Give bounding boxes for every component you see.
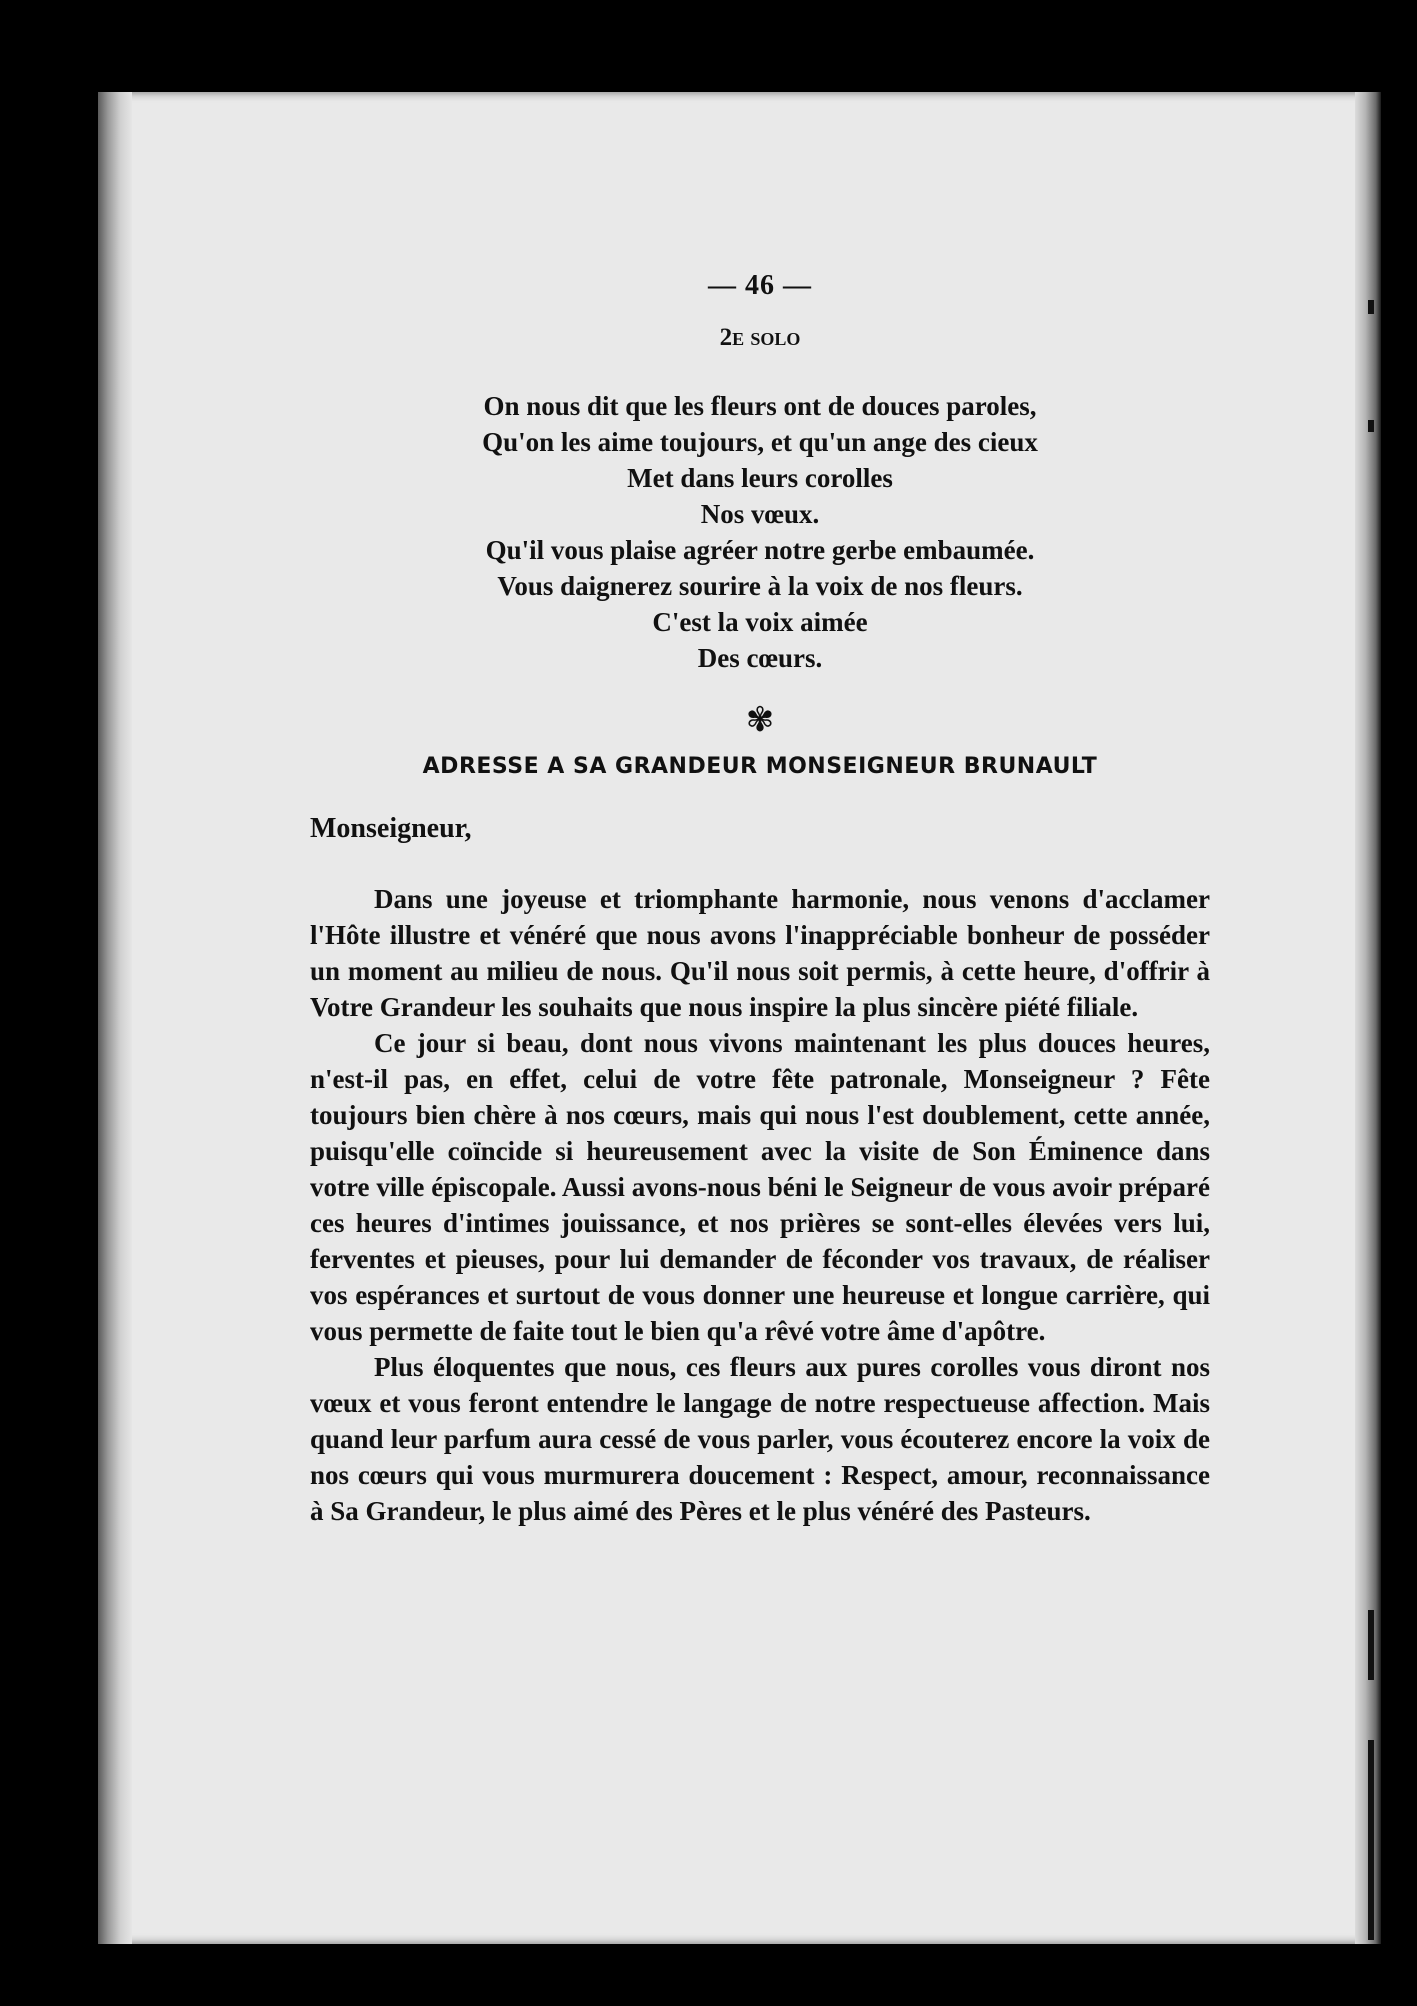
edge-speck <box>1368 420 1374 432</box>
page-content <box>310 270 1210 1529</box>
poem-line: Nos vœux. <box>700 499 820 529</box>
page-binding-shadow <box>98 92 132 1944</box>
poem-line: C'est la voix aimée <box>652 607 868 637</box>
page-number: — 46 — <box>708 270 812 301</box>
poem-line: On nous dit que les fleurs ont de douces paroles, <box>483 391 1037 421</box>
address-paragraph: Ce jour si beau, dont nous vivons maintenant les plus douces heures, n'est-il pas, en effet, celui de votre fête patronale, Monseigneur ? Fête toujours bien chère à nos cœurs, mais qui nous l'est doublement, cette année, puisqu'elle coïncide si heureusement avec la visite de Son Éminence dans votre ville épiscopale. Aussi avons-nous béni le Seigneur de vous avoir préparé ces heures d'intimes jouissance, et nos prières se sont-elles élevées vers lui, ferventes et pieuses, pour lui demander de féconder vos travaux, de réaliser vos espérances et surtout de vous donner une heureuse et longue carrière, qui vous permette de faite tout le bien qu'a rêvé votre âme d'apôtre. <box>310 1028 1210 1346</box>
poem-line: Vous daignerez sourire à la voix de nos fleurs. <box>497 571 1023 601</box>
fleuron-ornament-icon: ✾ <box>745 700 775 740</box>
poem-line: Qu'on les aime toujours, et qu'un ange des cieux <box>482 427 1038 457</box>
address-paragraph: Dans une joyeuse et triomphante harmonie, nous venons d'acclamer l'Hôte illustre et vénéré que nous avons l'inappréciable bonheur de posséder un moment au milieu de nous. Qu'il nous soit permis, à cette heure, d'offrir à Votre Grandeur les souhaits que nous inspire la plus sincère piété filiale. <box>310 884 1210 1022</box>
poem-line: Met dans leurs corolles <box>627 463 893 493</box>
poem-line: Qu'il vous plaise agréer notre gerbe embaumée. <box>485 535 1035 565</box>
address-paragraph: Plus éloquentes que nous, ces fleurs aux pures corolles vous diront nos vœux et vous feront entendre le langage de notre respectueuse affection. Mais quand leur parfum aura cessé de vous parler, vous écouterez encore la voix de nos cœurs qui vous murmurera doucement : Respect, amour, reconnaissance à Sa Grandeur, le plus aimé des Pères et le plus vénéré des Pasteurs. <box>310 1352 1210 1526</box>
poem <box>310 388 1210 676</box>
section-label: 2e solo <box>719 324 801 351</box>
address-heading: ADRESSE A SA GRANDEUR MONSEIGNEUR BRUNAULT <box>422 754 1098 779</box>
salutation: Monseigneur, <box>310 813 472 844</box>
edge-speck <box>1368 300 1374 314</box>
edge-speck <box>1368 1610 1374 1680</box>
poem-line: Des cœurs. <box>697 643 823 673</box>
edge-speck <box>1368 1740 1374 1940</box>
